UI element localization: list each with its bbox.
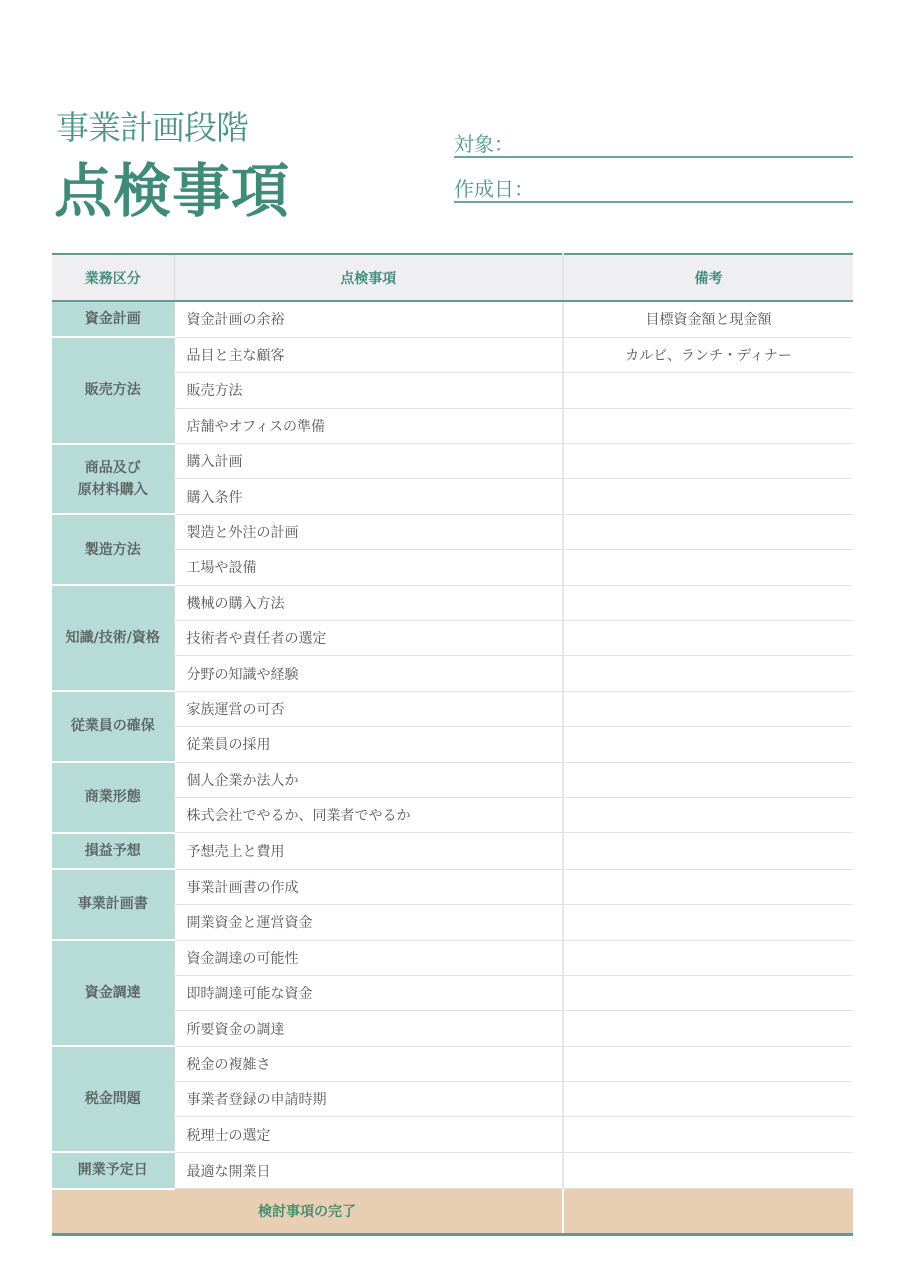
note-cell[interactable] [563,373,853,408]
table-row [52,1046,853,1081]
table-row [52,444,853,479]
check-item-cell: 資金計画の余裕 [174,301,563,337]
check-item-cell: 個人企業か法人か [174,762,563,797]
category-cell: 資金調達 [52,940,174,1046]
check-item-cell: 工場や設備 [174,550,563,585]
check-item-cell: 製造と外注の計画 [174,514,563,549]
check-item-cell: 税金の複雑さ [174,1046,563,1081]
note-cell[interactable] [563,797,853,832]
document-subtitle: 事業計画段階 [56,108,248,147]
note-cell[interactable] [563,727,853,762]
check-item-cell: 家族運営の可否 [174,691,563,726]
note-cell[interactable] [563,762,853,797]
check-item-cell: 税理士の選定 [174,1117,563,1152]
category-cell: 従業員の確保 [52,691,174,762]
check-item-cell: 開業資金と運営資金 [174,905,563,940]
check-item-cell: 品目と主な顧客 [174,337,563,372]
note-cell[interactable] [563,585,853,620]
table-row [52,691,853,726]
note-cell[interactable] [563,1082,853,1117]
note-cell[interactable] [563,1046,853,1081]
check-item-cell: 分野の知識や経験 [174,656,563,691]
check-item-cell: 従業員の採用 [174,727,563,762]
date-field[interactable]: 作成日： [454,173,853,203]
column-header-note: 備考 [563,254,853,301]
table-row [52,1152,853,1188]
document-title: 点検事項 [54,157,291,225]
note-cell[interactable] [563,656,853,691]
note-cell[interactable] [563,869,853,904]
column-header-category: 業務区分 [52,254,174,301]
category-cell: 損益予想 [52,833,174,869]
checklist-table [52,253,853,1236]
category-cell: 製造方法 [52,514,174,585]
note-cell[interactable] [563,1117,853,1152]
note-cell[interactable] [563,550,853,585]
completion-value[interactable] [563,1189,853,1235]
check-item-cell: 株式会社でやるか、同業者でやるか [174,797,563,832]
check-item-cell: 事業計画書の作成 [174,869,563,904]
target-field[interactable]: 対象： [454,128,853,158]
check-item-cell: 予想売上と費用 [174,833,563,869]
check-item-cell: 所要資金の調達 [174,1011,563,1046]
check-item-cell: 最適な開業日 [174,1152,563,1188]
table-row [52,940,853,975]
note-cell[interactable] [563,905,853,940]
category-cell: 商業形態 [52,762,174,833]
category-cell: 販売方法 [52,337,174,443]
check-item-cell: 技術者や責任者の選定 [174,621,563,656]
check-item-cell: 販売方法 [174,373,563,408]
column-header-item: 点検事項 [174,254,563,301]
table-row [52,301,853,337]
table-header-row [52,254,853,301]
table-row [52,337,853,372]
note-cell[interactable] [563,1152,853,1188]
check-item-cell: 機械の購入方法 [174,585,563,620]
category-cell: 商品及び 原材料購入 [52,444,174,515]
table-row [52,585,853,620]
category-cell: 開業予定日 [52,1152,174,1188]
table-row [52,869,853,904]
completion-label: 検討事項の完了 [52,1189,563,1235]
table-row [52,762,853,797]
check-item-cell: 店舗やオフィスの準備 [174,408,563,443]
note-cell[interactable] [563,621,853,656]
note-cell[interactable]: カルビ、ランチ・ディナー [563,337,853,372]
check-item-cell: 購入計画 [174,444,563,479]
category-cell: 事業計画書 [52,869,174,940]
note-cell[interactable] [563,1011,853,1046]
note-cell[interactable] [563,833,853,869]
category-cell: 資金計画 [52,301,174,337]
check-item-cell: 事業者登録の申請時期 [174,1082,563,1117]
note-cell[interactable] [563,691,853,726]
table-row [52,833,853,869]
note-cell[interactable] [563,444,853,479]
category-cell: 知識/技術/資格 [52,585,174,691]
note-cell[interactable] [563,975,853,1010]
check-item-cell: 購入条件 [174,479,563,514]
note-cell[interactable] [563,479,853,514]
category-cell: 税金問題 [52,1046,174,1152]
note-cell[interactable] [563,940,853,975]
check-item-cell: 資金調達の可能性 [174,940,563,975]
check-item-cell: 即時調達可能な資金 [174,975,563,1010]
note-cell[interactable] [563,514,853,549]
note-cell[interactable]: 目標資金額と現金額 [563,301,853,337]
completion-row [52,1189,853,1235]
note-cell[interactable] [563,408,853,443]
table-row [52,514,853,549]
